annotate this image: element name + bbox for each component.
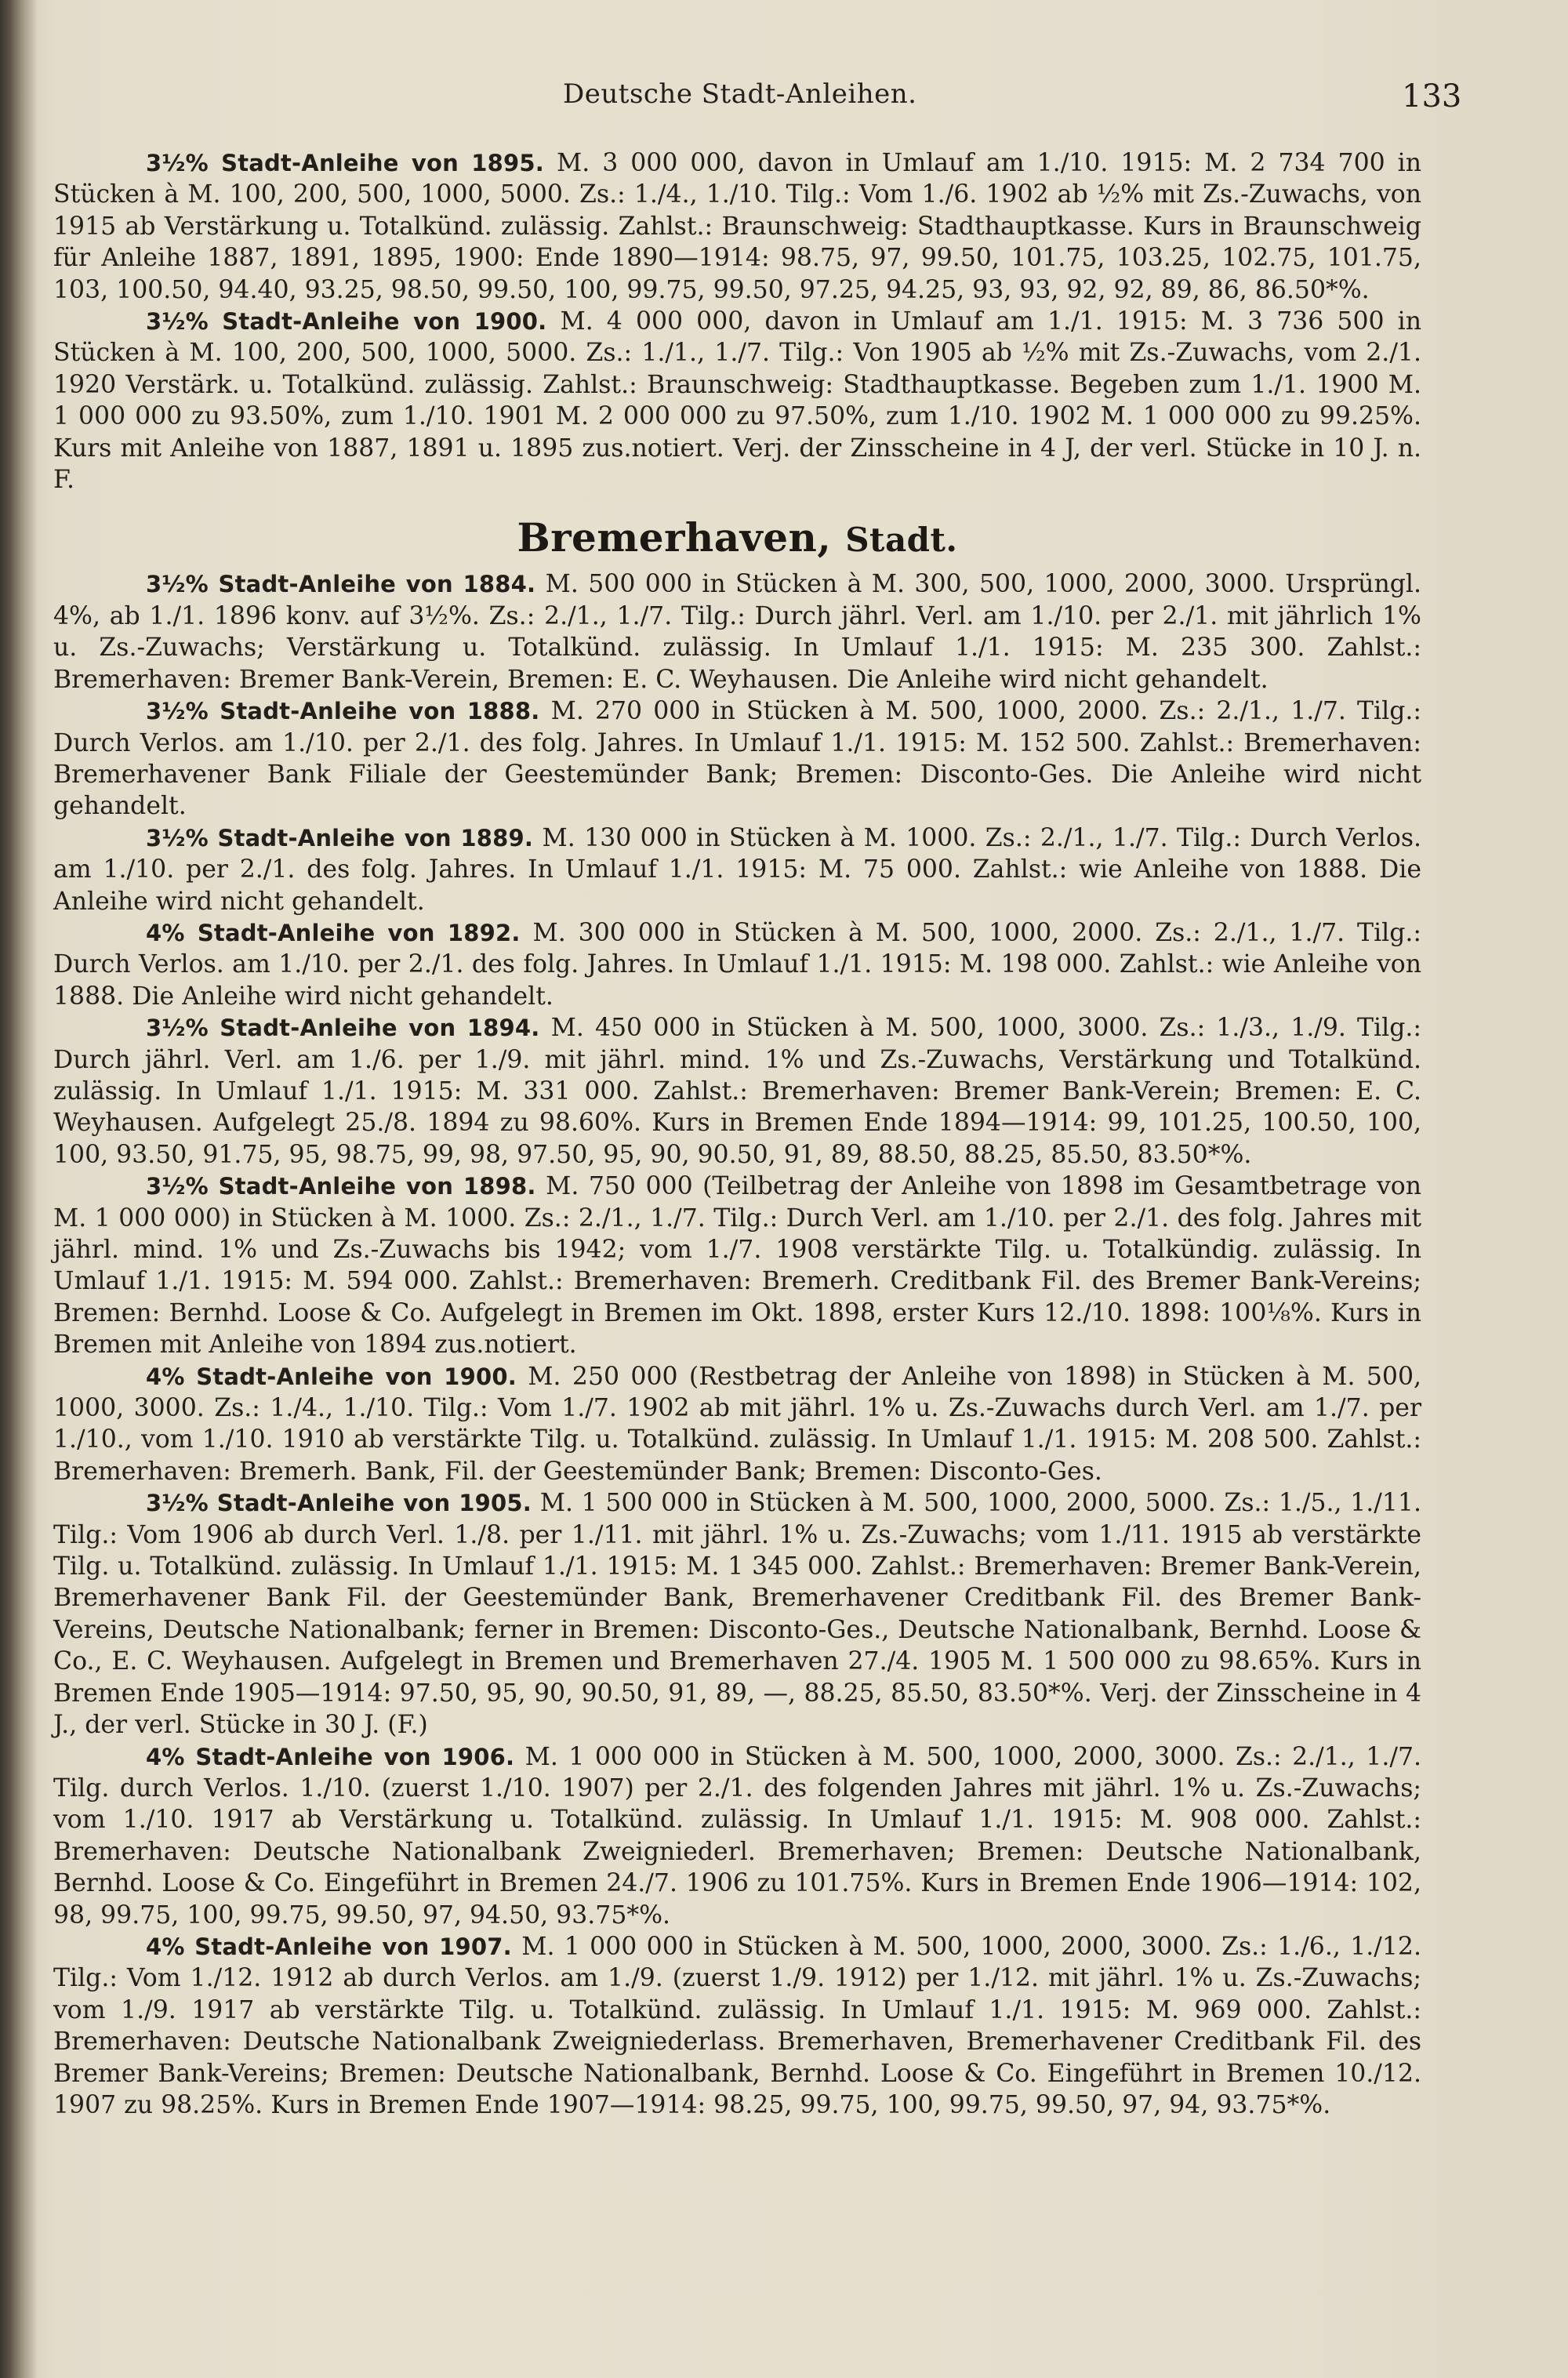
loan-title: 4% Stadt-Anleihe von 1906. xyxy=(146,1743,515,1770)
loan-entry xyxy=(53,917,1421,1012)
loan-title: 3½% Stadt-Anleihe von 1900. xyxy=(146,308,547,336)
loan-title: 3½% Stadt-Anleihe von 1889. xyxy=(146,824,534,851)
loan-entry xyxy=(53,1171,1421,1360)
loan-entry xyxy=(53,1741,1421,1931)
loan-details: M. 1 000 000 in Stücken à M. 500, 1000, 2000, 3000. Zs.: 1./6., 1./12. Tilg.: Vom 1./12. 1912 ab durch Verlos. am 1./9. (zuerst 1./9. 1912) per 1./12. mit jährl. 1% u. Zs.-Zuwachs; vom 1./9. 1917 ab verstärkte Tilg. u. Totalkünd. zulässig. In Umlauf 1./1. 1915: M. 969 000. Zahlst.: Bremerhaven: Deutsche Nationalbank Zweigniederlass. Bremerhaven, Bremerhavener Creditbank Fil. des Bremer Bank-Vereins; Bremen: Deutsche Nationalbank, Bernhd. Loose & Co. Eingeführt in Bremen 10./12. 1907 zu 98.25%. Kurs in Bremen Ende 1907—1914: 98.25, 99.75, 100, 99.75, 99.50, 97, 94, 93.75*%. xyxy=(53,1932,1421,2119)
loan-details: M. 1 500 000 in Stücken à M. 500, 1000, 2000, 5000. Zs.: 1./5., 1./11. Tilg.: Vom 1906 ab durch Verl. 1./8. per 1./11. mit jährl. 1% u. Zs.-Zuwachs; vom 1./11. 1915 ab verstärkte Tilg. u. Totalkünd. zulässig. In Umlauf 1./1. 1915: M. 1 345 000. Zahlst.: Bremerhaven: Bremer Bank-Verein, Bremerhavener Bank Fil. der Geestemünder Bank, Bremerhavener Creditbank Fil. des Bremer Bank-Vereins, Deutsche Nationalbank; ferner in Bremen: Disconto-Ges., Deutsche Nationalbank, Bernhd. Loose & Co., E. C. Weyhausen. Aufgelegt in Bremen und Bremerhaven 27./4. 1905 M. 1 500 000 zu 98.65%. Kurs in Bremen Ende 1905—1914: 97.50, 95, 90, 90.50, 91, 89, —, 88.25, 85.50, 83.50*%. Verj. der Zinsscheine in 4 J., der verl. Stücke in 30 J. (F.) xyxy=(53,1489,1421,1740)
loan-entry xyxy=(53,1487,1421,1741)
loan-details: M. 3 000 000, davon in Umlauf am 1./10. 1915: M. 2 734 700 in Stücken à M. 100, 200, 500, 1000, 5000. Zs.: 1./4., 1./10. Tilg.: Vom 1./6. 1902 ab ½% mit Zs.-Zuwachs, von 1915 ab Verstärkung u. Totalkünd. zulässig. Zahlst.: Braunschweig: Stadthauptkasse. Kurs in Braunschweig für Anleihe 1887, 1891, 1895, 1900: Ende 1890—1914: 98.75, 97, 99.50, 101.75, 103.25, 102.75, 101.75, 103, 100.50, 94.40, 93.25, 98.50, 99.50, 100, 99.75, 99.50, 97.25, 94.25, 93, 93, 92, 92, 89, 86, 86.50*%. xyxy=(53,149,1421,304)
loan-title: 4% Stadt-Anleihe von 1900. xyxy=(146,1363,517,1390)
loan-details: M. 250 000 (Restbetrag der Anleihe von 1898) in Stücken à M. 500, 1000, 3000. Zs.: 1./4., 1./10. Tilg.: Vom 1./7. 1902 ab mit jährl. 1% u. Zs.-Zuwachs durch Verl. am 1./7. per 1./10., vom 1./10. 1910 ab verstärkte Tilg. u. Totalkünd. zulässig. In Umlauf 1./1. 1915: M. 208 500. Zahlst.: Bremerhaven: Bremerh. Bank, Fil. der Geestemünder Bank; Bremen: Disconto-Ges. xyxy=(53,1362,1421,1486)
loan-entry xyxy=(53,822,1421,917)
running-title: Deutsche Stadt-Anleihen. xyxy=(563,78,917,110)
page-number: 133 xyxy=(1402,78,1462,114)
loan-details: M. 450 000 in Stücken à M. 500, 1000, 3000. Zs.: 1./3., 1./9. Tilg.: Durch jährl. Verl. am 1./6. per 1./9. mit jährl. mind. 1% und Zs.-Zuwachs, Verstärkung und Totalkünd. zulässig. In Umlauf 1./1. 1915: M. 331 000. Zahlst.: Bremerhaven: Bremer Bank-Verein; Bremen: E. C. Weyhausen. Aufgelegt 25./8. 1894 zu 98.60%. Kurs in Bremen Ende 1894—1914: 99, 101.25, 100.50, 100, 100, 93.50, 91.75, 95, 98.75, 99, 98, 97.50, 95, 90, 90.50, 91, 89, 88.50, 88.25, 85.50, 83.50*%. xyxy=(53,1014,1421,1169)
page-header xyxy=(0,78,1568,125)
city-heading xyxy=(53,514,1421,564)
city-type: Stadt. xyxy=(845,521,958,560)
text-column xyxy=(53,147,1421,2121)
loan-entry xyxy=(53,568,1421,695)
loan-title: 3½% Stadt-Anleihe von 1894. xyxy=(146,1015,540,1042)
loan-entry xyxy=(53,147,1421,306)
loan-entry xyxy=(53,1361,1421,1488)
loan-details: M. 300 000 in Stücken à M. 500, 1000, 2000. Zs.: 2./1., 1./7. Tilg.: Durch Verlos. am 1./10. per 2./1. des folg. Jahres. In Umlauf 1./1. 1915: M. 198 000. Zahlst.: wie Anleihe von 1888. Die Anleihe wird nicht gehandelt. xyxy=(53,918,1422,1011)
book-binding-edge xyxy=(0,0,38,2378)
loan-entry xyxy=(53,695,1421,822)
loan-details: M. 130 000 in Stücken à M. 1000. Zs.: 2./1., 1./7. Tilg.: Durch Verlos. am 1./10. per 2./1. des folg. Jahres. In Umlauf 1./1. 1915: M. 75 000. Zahlst.: wie Anleihe von 1888. Die Anleihe wird nicht gehandelt. xyxy=(53,823,1422,916)
loan-details: M. 270 000 in Stücken à M. 500, 1000, 2000. Zs.: 2./1., 1./7. Tilg.: Durch Verlos. am 1./10. per 2./1. des folg. Jahres. In Umlauf 1./1. 1915: M. 152 500. Zahlst.: Bremerhaven: Bremerhavener Bank Filiale der Geestemünder Bank; Bremen: Disconto-Ges. Die Anleihe wird nicht gehandelt. xyxy=(53,697,1421,821)
loan-title: 4% Stadt-Anleihe von 1892. xyxy=(146,919,521,946)
loan-title: 3½% Stadt-Anleihe von 1905. xyxy=(146,1490,532,1517)
loan-entry xyxy=(53,1012,1421,1171)
loan-title: 3½% Stadt-Anleihe von 1898. xyxy=(146,1173,536,1200)
loan-entry xyxy=(53,1931,1421,2121)
loan-details: M. 500 000 in Stücken à M. 300, 500, 1000, 2000, 3000. Ursprüngl. 4%, ab 1./1. 1896 konv. auf 3½%. Zs.: 2./1., 1./7. Tilg.: Durch jährl. Verl. am 1./10. per 2./1. mit jährlich 1% u. Zs.-Zuwachs; Verstärkung u. Totalkünd. zulässig. In Umlauf 1./1. 1915: M. 235 300. Zahlst.: Bremerhaven: Bremer Bank-Verein, Bremen: E. C. Weyhausen. Die Anleihe wird nicht gehandelt. xyxy=(53,570,1421,694)
loan-details: M. 1 000 000 in Stücken à M. 500, 1000, 2000, 3000. Zs.: 2./1., 1./7. Tilg. durch Verlos. 1./10. (zuerst 1./10. 1907) per 2./1. des folgenden Jahres mit jährl. 1% u. Zs.-Zuwachs; vom 1./10. 1917 ab Verstärkung u. Totalkünd. zulässig. In Umlauf 1./1. 1915: M. 908 000. Zahlst.: Bremerhaven: Deutsche Nationalbank Zweigniederl. Bremerhaven; Bremen: Deutsche Nationalbank, Bernhd. Loose & Co. Eingeführt in Bremen 24./7. 1906 zu 101.75%. Kurs in Bremen Ende 1906—1914: 102, 98, 99.75, 100, 99.75, 99.50, 97, 94.50, 93.75*%. xyxy=(53,1742,1421,1930)
loan-details: M. 750 000 (Teilbetrag der Anleihe von 1898 im Gesamtbetrage von M. 1 000 000) in Stücken à M. 1000. Zs.: 2./1., 1./7. Tilg.: Durch Verl. am 1./10. per 2./1. des folg. Jahres mit jährl. mind. 1% und Zs.-Zuwachs bis 1942; vom 1./7. 1908 verstärkte Tilg. u. Totalkündig. zulässig. In Umlauf 1./1. 1915: M. 594 000. Zahlst.: Bremerhaven: Bremerh. Creditbank Fil. des Bremer Bank-Vereins; Bremen: Bernhd. Loose & Co. Aufgelegt in Bremen im Okt. 1898, erster Kurs 12./10. 1898: 100⅛%. Kurs in Bremen mit Anleihe von 1894 zus.notiert. xyxy=(53,1172,1421,1360)
loan-title: 3½% Stadt-Anleihe von 1888. xyxy=(146,698,540,725)
loan-entry xyxy=(53,306,1421,496)
loan-title: 3½% Stadt-Anleihe von 1895. xyxy=(146,150,544,176)
loan-details: M. 4 000 000, davon in Umlauf am 1./1. 1915: M. 3 736 500 in Stücken à M. 100, 200, 500, 1000, 5000. Zs.: 1./1., 1./7. Tilg.: Von 1905 ab ½% mit Zs.-Zuwachs, vom 2./1. 1920 Verstärk. u. Totalkünd. zulässig. Zahlst.: Braunschweig: Stadthauptkasse. Begeben zum 1./1. 1900 M. 1 000 000 zu 93.50%, zum 1./10. 1901 M. 2 000 000 zu 97.50%, zum 1./10. 1902 M. 1 000 000 zu 99.25%. Kurs mit Anleihe von 1887, 1891 u. 1895 zus.notiert. Verj. der Zinsscheine in 4 J, der verl. Stücke in 10 J. n. F. xyxy=(53,307,1422,495)
loan-title: 4% Stadt-Anleihe von 1907. xyxy=(146,1933,512,1960)
loan-title: 3½% Stadt-Anleihe von 1884. xyxy=(146,571,536,598)
city-name: Bremerhaven, xyxy=(517,514,832,561)
